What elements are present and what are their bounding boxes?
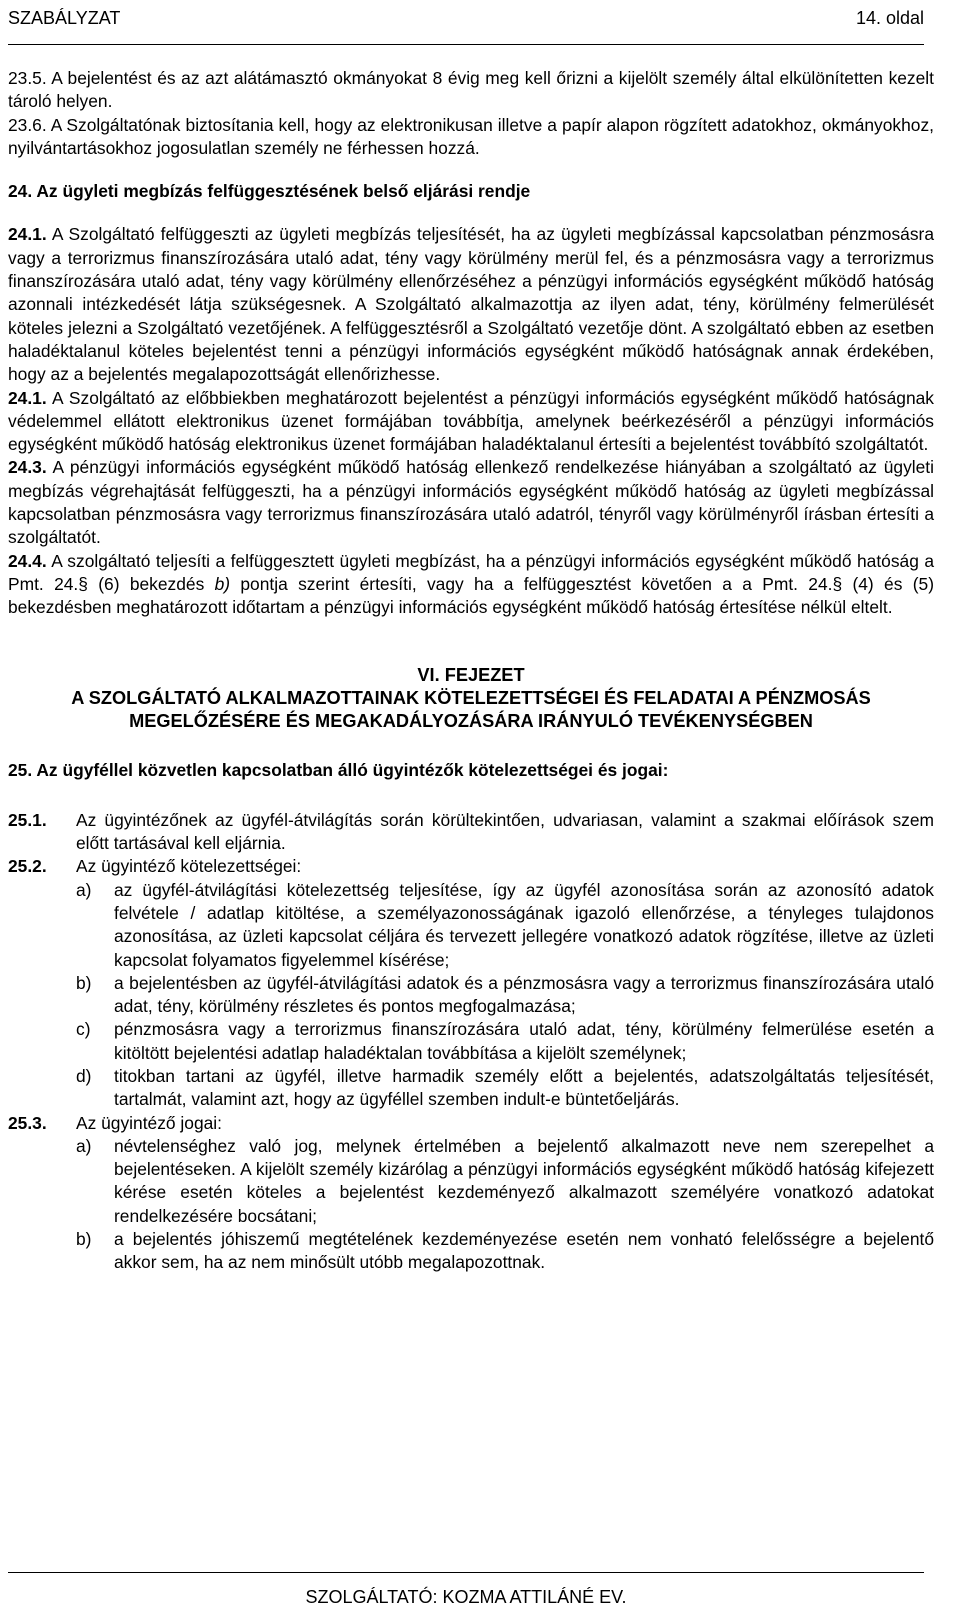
list-item-text: titokban tartani az ügyfél, illetve harmadik személy előtt a bejelentés, adatszolgáltatás teljesítését, tartalmát, valamint azt, hogy az ügyféllel szemben indult-e büntetőeljárás. — [114, 1065, 934, 1110]
paragraph-text: Az ügyintéző jogai: — [76, 1112, 222, 1133]
chapter-title-line-1: A SZOLGÁLTATÓ ALKALMAZOTTAINAK KÖTELEZETTSÉGEI ÉS FELADATAI A PÉNZMOSÁS — [71, 687, 871, 708]
paragraph-number: 24.4. — [8, 550, 47, 571]
page-number: 14. oldal — [855, 8, 924, 28]
paragraph-25-1 — [8, 809, 934, 856]
page-header — [8, 4, 924, 45]
paragraph-24-3 — [8, 456, 934, 549]
list-item — [76, 1135, 934, 1228]
list-item — [76, 972, 934, 1019]
paragraph-24-4 — [8, 550, 934, 620]
list-item — [76, 1228, 934, 1275]
list-25-2 — [8, 879, 934, 1112]
header-title: SZABÁLYZAT — [8, 8, 121, 28]
chapter-number: VI. FEJEZET — [417, 664, 525, 685]
paragraph-number: 24.1. — [8, 224, 47, 245]
list-item — [76, 1018, 934, 1065]
paragraph-23-6: 23.6. A Szolgáltatónak biztosítania kell, hogy az elektronikusan illetve a papír alapon rögzített adatokhoz, okmányokhoz, nyilvántartásokhoz jogosulatlan személy ne férhessen hozzá. — [8, 114, 934, 158]
list-item-text: az ügyfél-átvilágítási kötelezettség teljesítése, így az ügyfél azonosítása során az azonosító adatok felvétele / adatlap kitöltése, a személyazonosságának igazoló ellenőrzése, a tényleges tulajdonos azonosítása, az üzleti kapcsolat céljára és tervezett jellegére vonatkozó adatok rögzítése, illetve az üzleti kapcsolat folyamatos figyelemmel kísérése; — [114, 879, 934, 970]
list-item-letter: d) — [76, 1065, 92, 1086]
emphasis: b) — [214, 573, 231, 594]
document-body — [8, 67, 934, 1275]
paragraph-25-2 — [8, 855, 934, 878]
paragraph-24-1 — [8, 223, 934, 386]
paragraph-text: Az ügyintéző kötelezettségei: — [76, 856, 302, 877]
list-item-letter: a) — [76, 1135, 92, 1156]
list-25-3 — [8, 1135, 934, 1275]
list-item-letter: b) — [76, 1229, 92, 1250]
list-item-text: a bejelentésben az ügyfél-átvilágítási adatok és a pénzmosásra vagy a terrorizmus finanszírozására utaló adat, tény, körülmény részletes és pontos megfogalmazása; — [114, 972, 934, 1017]
paragraph-text: Az ügyintézőnek az ügyfél-átvilágítás során körültekintően, udvariasan, valamint a szakmai előírások szem előtt tartásával kell eljárnia. — [76, 809, 934, 854]
list-item-text: névtelenséghez való jog, melynek értelmében a bejelentő alkalmazott neve nem szerepelhet a bejelentéseken. A kijelölt személy kizárólag a pénzügyi információs egységként működő hatóság kifejezett kérése esetén köteles a bejelentést kezdeményező alkalmazott személyére vonatkozó adatokat rendelkezésére bocsátani; — [114, 1135, 934, 1226]
section-25-heading: 25. Az ügyféllel közvetlen kapcsolatban álló ügyintézők kötelezettségei és jogai: — [8, 760, 669, 781]
chapter-title-line-2: MEGELŐZÉSÉRE ÉS MEGAKADÁLYOZÁSÁRA IRÁNYULÓ TEVÉKENYSÉGBEN — [129, 711, 813, 732]
paragraph-text: A szolgáltató teljesíti a felfüggesztett ügyleti megbízást, ha a pénzügyi információs egységként működő hatóság a Pmt. 24.§ (6) bekezdés — [8, 550, 934, 594]
list-item-letter: c) — [76, 1019, 91, 1040]
page-footer — [8, 1572, 924, 1618]
paragraph-text: pontja szerint értesíti, vagy ha a felfüggesztést követően a a Pmt. 24.§ (4) és (5) bekezdésben meghatározott időtartam a pénzügyi információs egységként működő hatóság értesítése nélkül eltelt. — [8, 573, 934, 618]
paragraph-25-3 — [8, 1112, 934, 1135]
section-24-heading: 24. Az ügyleti megbízás felfüggesztésének belső eljárási rendje — [8, 181, 531, 202]
paragraph-number: 24.3. — [8, 457, 47, 478]
paragraph-number: 24.1. — [8, 387, 47, 408]
paragraph-24-1b — [8, 387, 934, 457]
paragraph-text: A pénzügyi információs egységként működő hatóság ellenkező rendelkezése hiányában a szolgáltató az ügyleti megbízás végrehajtását felfüggeszti, ha a pénzügyi információs egységként működő hatóság az ügyleti megbízással kapcsolatban pénzmosásra vagy terrorizmus finanszírozására utaló adatról, tényről vagy körülményről írásban értesíti a szolgáltatót. — [8, 457, 935, 548]
paragraph-23-5: 23.5. A bejelentést és az azt alátámasztó okmányokat 8 évig meg kell őrizni a kijelölt személy által elkülönítetten kezelt tároló helyen. — [8, 68, 934, 112]
paragraph-text: A Szolgáltató az előbbiekben meghatározott bejelentést a pénzügyi információs egységként működő hatóságnak védelemmel ellátott elektronikus üzenet formájában továbbítja, amelynek beérkezéséről a pénzügyi információs egységként működő hatóság elektronikus üzenet formájában haladéktalanul értesíti a bejelentést továbbító szolgáltatót. — [8, 387, 934, 455]
paragraph-number: 25.1. — [8, 809, 47, 830]
list-item-letter: b) — [76, 972, 92, 993]
list-item-text: pénzmosásra vagy a terrorizmus finanszírozására utaló adat, tény, körülmény felmerülése esetén a kitöltött bejelentési adatlap haladéktalan továbbítása a kijelölt személynek; — [114, 1019, 934, 1063]
footer-text: SZOLGÁLTATÓ: KOZMA ATTILÁNÉ EV. — [305, 1587, 627, 1607]
paragraph-text: A Szolgáltató felfüggeszti az ügyleti megbízás teljesítését, ha az ügyleti megbízással kapcsolatban pénzmosásra vagy a terrorizmus finanszírozására utaló adat, tény vagy körülmény merül fel, és a pénzmosásra vagy a terrorizmus finanszírozására utaló adat, tény vagy körülmény ellenőrzéséhez a pénzügyi információs egységként működő hatóság azonnali intézkedését látja szükségesnek. A Szolgáltató alkalmazottja az ilyen adat, tény, körülmény felmerülését köteles jelezni a Szolgáltató vezetőjének. A felfüggesztésről a Szolgáltató vezetője dönt. A szolgáltató ebben az esetben haladéktalanul köteles bejelentést tenni a pénzügyi információs egységként működő hatóságnak annak érdekében, hogy az a bejelentés megalapozottságát ellenőrizhesse. — [8, 224, 935, 385]
list-item — [76, 879, 934, 972]
list-item-letter: a) — [76, 879, 92, 900]
paragraph-number: 25.2. — [8, 856, 47, 877]
paragraph-number: 25.3. — [8, 1112, 47, 1133]
list-item — [76, 1065, 934, 1112]
list-item-text: a bejelentés jóhiszemű megtételének kezdeményezése esetén nem vonható felelősségre a bejelentő akkor sem, ha az nem minősült utóbb megalapozottnak. — [114, 1229, 934, 1273]
